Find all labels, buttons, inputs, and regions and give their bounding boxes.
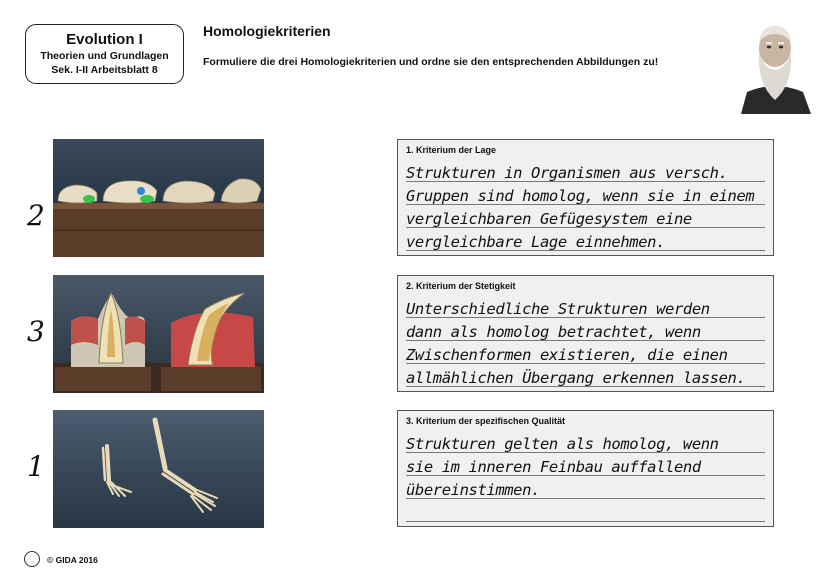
answer-line: allmählichen Übergang erkennen lassen. — [406, 369, 746, 387]
criterion-label: 3. Kriterium der spezifischen Qualität — [406, 416, 566, 426]
tooth-icon — [53, 275, 264, 393]
answer-line: vergleichbaren Gefügesystem eine — [406, 210, 692, 228]
worksheet-title: Evolution I — [66, 31, 143, 48]
answer-line: übereinstimmen. — [406, 481, 540, 499]
figure-skulls — [53, 139, 264, 257]
criterion-box-qualitaet — [397, 410, 774, 527]
answer-line: sie im inneren Feinbau auffallend — [406, 458, 701, 476]
answer-line: Unterschiedliche Strukturen werden — [406, 300, 710, 318]
gida-logo-icon — [24, 551, 40, 567]
answer-line: Strukturen gelten als homolog, wenn — [406, 435, 719, 453]
answer-line: Zwischenformen existieren, die einen — [406, 346, 728, 364]
criterion-box-stetigkeit — [397, 275, 774, 392]
sheet-title: Homologiekriterien — [203, 23, 331, 39]
answer-line: Strukturen in Organismen aus versch. — [406, 164, 728, 182]
limb-bones-icon — [53, 410, 264, 528]
criterion-label: 2. Kriterium der Stetigkeit — [406, 281, 516, 291]
criterion-label: 1. Kriterium der Lage — [406, 145, 497, 155]
answer-line: Gruppen sind homolog, wenn sie in einem — [406, 187, 755, 205]
portrait-image — [735, 14, 815, 114]
skulls-icon — [53, 139, 264, 257]
figure-tooth — [53, 275, 264, 393]
figure-number-1: 2 — [27, 199, 45, 232]
figure-limbs — [53, 410, 264, 528]
copyright-text: © GIDA 2016 — [47, 555, 98, 565]
criterion-box-lage — [397, 139, 774, 256]
answer-line: dann als homolog betrachtet, wenn — [406, 323, 701, 341]
instruction-text: Formuliere die drei Homologiekriterien und ordne sie den entsprechenden Abbildungen zu! — [203, 56, 659, 68]
figure-number-2: 3 — [27, 315, 45, 348]
worksheet-level: Sek. I-II Arbeitsblatt 8 — [51, 64, 158, 76]
title-box — [25, 24, 184, 84]
figure-number-3: 1 — [27, 450, 45, 483]
worksheet-subtitle: Theorien und Grundlagen — [40, 50, 169, 62]
answer-line: vergleichbare Lage einnehmen. — [406, 233, 666, 251]
